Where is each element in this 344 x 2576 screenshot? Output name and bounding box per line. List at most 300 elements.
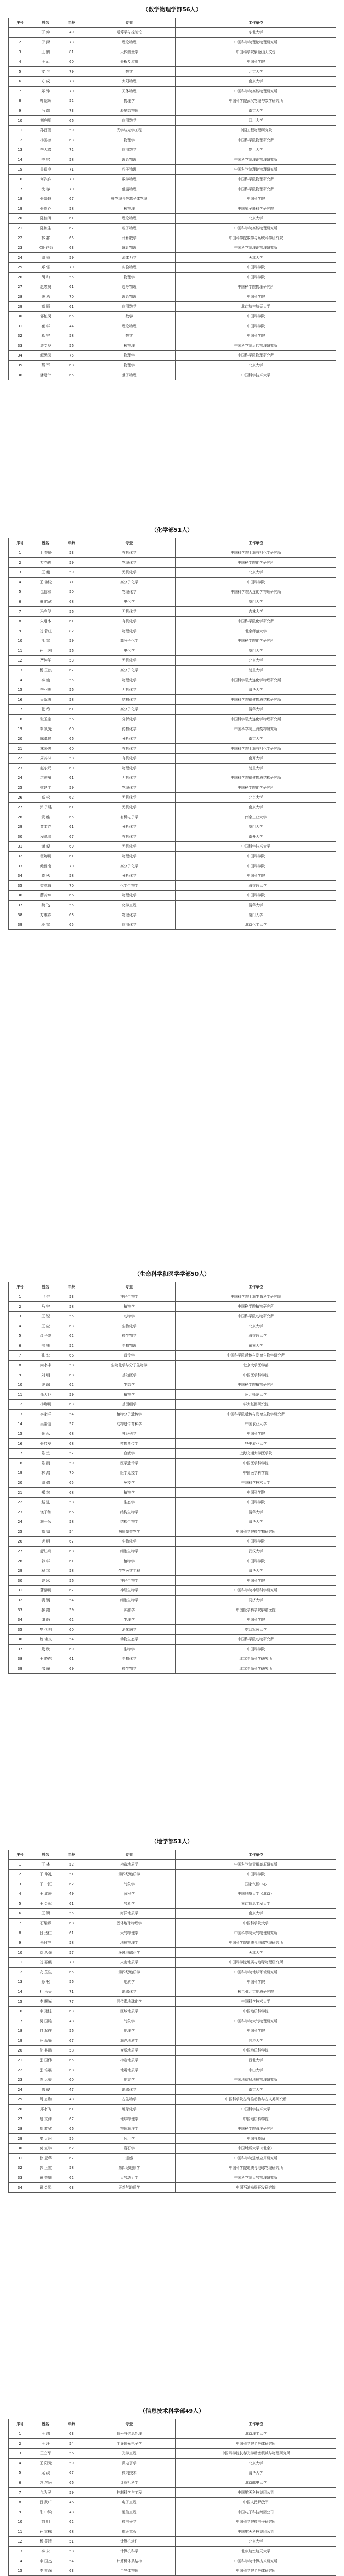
table-row (9, 106, 336, 116)
table-cell: 物理化学 (83, 852, 176, 861)
table-cell: 63 (60, 243, 83, 253)
table-cell: 中国科学技术大学 (176, 1478, 336, 1488)
table-cell: 54 (60, 1410, 83, 1419)
table-row (9, 1987, 336, 1997)
table-cell: 中国科学院 (176, 1576, 336, 1586)
table-cell: 南京大学 (176, 803, 336, 812)
table-cell: 生物学 (83, 1645, 176, 1654)
table-cell: 中国地质科学院 (176, 2007, 336, 2016)
table-cell: 李 灿 (31, 675, 60, 685)
table-row (9, 685, 336, 695)
table-cell: 第四军医大学 (176, 1625, 336, 1635)
table-cell: 陈 凯先 (31, 724, 60, 734)
table-cell: 18 (9, 2026, 31, 2036)
table-cell: 数学 (83, 67, 176, 77)
table-cell: 分析化学 (83, 715, 176, 724)
table-cell: 19 (9, 724, 31, 734)
table-cell: 量子物理 (83, 370, 176, 380)
table-cell: 南京大学 (176, 734, 336, 744)
table-cell: 61 (60, 1654, 83, 1664)
table-cell: 中国科学院化学研究所 (176, 558, 336, 568)
table-row (9, 812, 336, 822)
table-cell: 何 起祥 (31, 2026, 60, 2036)
table-cell: 34 (9, 871, 31, 881)
table-cell: 北京大学 (176, 568, 336, 578)
table-cell: 中国科学院动物研究所 (176, 1312, 336, 1321)
table-row (9, 2488, 336, 2498)
table-row (9, 695, 336, 705)
table-cell: 61 (60, 705, 83, 715)
table-cell: 56 (60, 715, 83, 724)
table-cell: 南开大学 (176, 754, 336, 764)
table-cell: 65 (60, 812, 83, 822)
table-row (9, 891, 336, 901)
table-cell: 唐 明 (31, 1537, 60, 1547)
table-cell: 6 (9, 77, 31, 87)
table-cell: 高 原 (31, 302, 60, 312)
table-row (9, 96, 336, 106)
table-cell: 20 (9, 1478, 31, 1488)
table-cell: 统计物理 (83, 243, 176, 253)
table-cell: 24 (9, 773, 31, 783)
table-cell: 结构化学 (83, 695, 176, 705)
table-cell: 中国科学院上海药物研究所 (176, 724, 336, 734)
table-row (9, 194, 336, 204)
table-cell: 58 (60, 871, 83, 881)
table-cell: 中国科学院化学研究所 (176, 617, 336, 626)
column-header: 工作单位 (176, 1850, 336, 1860)
table-cell: 中国科学院 (176, 1537, 336, 1547)
table-cell: 中国科学院 (176, 861, 336, 871)
table-cell: 生理学 (83, 1615, 176, 1625)
table-cell: 中国科学院近代物理研究所 (176, 341, 336, 351)
table-cell: 周 忠和 (31, 2095, 60, 2105)
table-cell: 中国科学院大连化学物理研究所 (176, 675, 336, 685)
table-cell: 51 (60, 2537, 83, 2547)
table-cell: 分析化学 (83, 871, 176, 881)
table-cell: 3 (9, 47, 31, 57)
table-cell: 11 (9, 646, 31, 656)
table-cell: 半导体物理 (83, 2566, 176, 2576)
table-cell: 61 (60, 282, 83, 292)
table-row (9, 2459, 336, 2468)
table-cell: 谢 毅 (31, 842, 60, 852)
table-cell: 王 成善 (31, 1889, 60, 1899)
table-cell: 5 (9, 1331, 31, 1341)
table-row (9, 253, 336, 263)
table-cell: 32 (9, 852, 31, 861)
table-cell: 中国科学院物理研究所 (176, 135, 336, 145)
table-row (9, 1361, 336, 1370)
table-cell: 病原微生物学 (83, 1527, 176, 1537)
table-cell: 56 (60, 2449, 83, 2459)
table-cell: 67 (60, 666, 83, 675)
table-cell: 56 (60, 341, 83, 351)
table-cell: 变质地质学 (83, 2046, 176, 2056)
table-cell: 71 (60, 578, 83, 587)
table-row (9, 2566, 336, 2576)
table-cell: 13 (9, 145, 31, 155)
table-cell: 中国科学院高能物理研究所 (176, 224, 336, 233)
table-row (9, 2498, 336, 2507)
table-cell: 81 (60, 47, 83, 57)
table-row (9, 321, 336, 331)
table-cell: 中国科学院地质与地球物理研究所 (176, 2163, 336, 2173)
table-cell: 清华大学 (176, 2468, 336, 2478)
table-cell: 神经科学 (83, 1429, 176, 1439)
table-cell: 58 (60, 2547, 83, 2556)
table-cell: 张 希 (31, 705, 60, 715)
table-cell: 王 会军 (31, 1899, 60, 1909)
table-row (9, 1537, 336, 1547)
table-cell: 郑永飞 (31, 2105, 60, 2114)
table-cell: 38 (9, 1654, 31, 1664)
table-cell: 气象学 (83, 2016, 176, 2026)
column-header: 专业 (83, 1282, 176, 1292)
table-row (9, 282, 336, 292)
table-cell: 地球化学 (83, 2105, 176, 2114)
table-cell: 丁 奎岭 (31, 548, 60, 558)
table-cell: 55 (60, 1909, 83, 1919)
table-cell: 中国人民解放军 (176, 2498, 336, 2507)
table-cell: 7 (9, 2488, 31, 2498)
table-cell: 15 (9, 2566, 31, 2576)
table-cell: 动物生态学 (83, 1635, 176, 1645)
table-cell: 18 (9, 1459, 31, 1468)
table-row (9, 1517, 336, 1527)
table-row (9, 1654, 336, 1664)
table-cell: 16 (9, 1439, 31, 1449)
table-cell: 34 (9, 1615, 31, 1625)
table-cell: 5 (9, 2468, 31, 2478)
table-cell: 4 (9, 2459, 31, 2468)
table-cell: 张宗燧 (31, 194, 60, 204)
column-header: 年龄 (60, 1850, 83, 1860)
table-cell: 36 (9, 891, 31, 901)
table-cell: 30 (9, 1576, 31, 1586)
table-row (9, 773, 336, 783)
table-cell: 68 (60, 1429, 83, 1439)
table-cell: 57 (60, 1419, 83, 1429)
table-row (9, 2173, 336, 2183)
table-cell: 吴岳良 (31, 165, 60, 175)
table-cell: 71 (60, 165, 83, 175)
table-cell: 63 (60, 2429, 83, 2439)
table-cell: 61 (60, 2105, 83, 2114)
table-cell: 秦 大河 (31, 2134, 60, 2144)
table-cell: 22 (9, 233, 31, 243)
table-cell: 13 (9, 2547, 31, 2556)
table-cell: 59 (60, 1605, 83, 1615)
table-cell: 周其林 (31, 754, 60, 764)
table-cell: 天体物理 (83, 87, 176, 96)
column-header: 年龄 (60, 18, 83, 28)
table-cell: 许 琛 (31, 1380, 60, 1390)
table-cell: 国家气候中心 (176, 1879, 336, 1889)
table-cell: 方 成 (31, 77, 60, 87)
table-cell: 地球化学 (83, 2085, 176, 2095)
table-cell: 数学物理 (83, 175, 176, 184)
table-cell: 1 (9, 2429, 31, 2439)
table-cell: 生物化学 (83, 1537, 176, 1547)
table-cell: 陈 竺 (31, 1449, 60, 1459)
table-cell: 北京大学 (176, 793, 336, 803)
table-cell: 方 滨兴 (31, 2478, 60, 2488)
table-cell: 中国科学院遗传与发育生物学研究所 (176, 1410, 336, 1419)
table-cell: 14 (9, 155, 31, 165)
table-cell: 气象学 (83, 1899, 176, 1909)
table-cell: 56 (60, 2026, 83, 2036)
table-cell: 赵 文津 (31, 2114, 60, 2124)
table-cell: 52 (60, 1860, 83, 1870)
table-cell: 12 (9, 2537, 31, 2547)
table-cell: 68 (60, 2527, 83, 2537)
table-cell: 72 (60, 145, 83, 155)
table-cell: 曾 冰 (31, 1576, 60, 1586)
table-row (9, 1664, 336, 1674)
table-cell: 厦门大学 (176, 822, 336, 832)
table-cell: 吴 国雄 (31, 2016, 60, 2026)
table-cell: 35 (9, 1625, 31, 1635)
table-cell: 65 (60, 2056, 83, 2065)
table-cell: 地理学 (83, 2026, 176, 2036)
table-cell: 核物理 (83, 204, 176, 214)
table-cell: 62 (60, 1615, 83, 1625)
table-cell: 控制科学与工程 (83, 2488, 176, 2498)
table-cell: 22 (9, 754, 31, 764)
table-row (9, 2056, 336, 2065)
table-cell: 姚建年 (31, 783, 60, 793)
table-cell: 26 (9, 2105, 31, 2114)
table-cell: 韩 华 (31, 1556, 60, 1566)
table-cell: 中国科学院物理研究所 (176, 351, 336, 361)
table-cell: 滕 秋 (31, 871, 60, 881)
table-cell: 67 (60, 2036, 83, 2046)
table-cell: 2 (9, 2439, 31, 2449)
table-cell: 22 (9, 2065, 31, 2075)
table-cell: 尤 政 (31, 2468, 60, 2478)
table-cell: 厦门大学 (176, 597, 336, 607)
table-cell: 徐 冠华 (31, 2154, 60, 2163)
table-cell: 复旦大学 (176, 764, 336, 773)
table-cell: 核工业北京地质研究院 (176, 1987, 336, 1997)
table-cell: 王 鼎 (31, 47, 60, 57)
table-cell: 叶朝辉 (31, 96, 60, 106)
table-cell: 陈 润 (31, 1459, 60, 1468)
table-cell: 24 (9, 253, 31, 263)
table-cell: 21 (9, 1488, 31, 1498)
table-cell: 27 (9, 1547, 31, 1556)
member-table (8, 18, 336, 380)
table-cell: 14 (9, 1987, 31, 1997)
table-row (9, 135, 336, 145)
table-cell: 太阳物理 (83, 77, 176, 87)
table-cell: 陈和生 (31, 224, 60, 233)
table-cell: 73 (60, 106, 83, 116)
table-cell: 物理学 (83, 361, 176, 370)
table-cell: 岩石学 (83, 2144, 176, 2154)
table-row (9, 822, 336, 832)
table-cell: 清华大学 (176, 1517, 336, 1527)
table-cell: 39 (9, 920, 31, 930)
table-cell: 10 (9, 636, 31, 646)
table-cell: 58 (60, 2046, 83, 2056)
table-cell: 63 (60, 1321, 83, 1331)
table-cell: 鲍哲南 (31, 861, 60, 871)
table-cell: 电化学 (83, 646, 176, 656)
table-cell: 2 (9, 1302, 31, 1312)
table-cell: 17 (9, 1449, 31, 1459)
table-cell: 21 (9, 224, 31, 233)
table-cell: 77 (60, 1997, 83, 2007)
table-row (9, 793, 336, 803)
table-cell: 陈佳洱 (31, 214, 60, 224)
table-cell: 28 (9, 812, 31, 822)
table-cell: 59 (60, 253, 83, 263)
table-cell: 68 (60, 597, 83, 607)
column-header: 姓名 (31, 18, 60, 28)
table-cell: 医学遗传学 (83, 1459, 176, 1468)
table-row (9, 1321, 336, 1331)
table-cell: 物理学 (83, 273, 176, 282)
table-cell: 35 (9, 881, 31, 891)
table-cell: 29 (9, 302, 31, 312)
table-cell: 70 (60, 861, 83, 871)
table-cell: 丁 仲礼 (31, 1870, 60, 1879)
table-cell: 林 鸿 (31, 1468, 60, 1478)
table-cell: 65 (60, 1968, 83, 1977)
table-cell: 13 (9, 666, 31, 675)
table-cell: 化学生物学 (83, 881, 176, 891)
table-cell: 复旦大学 (176, 666, 336, 675)
table-cell: 尚永丰 (31, 1361, 60, 1370)
column-header: 专业 (83, 538, 176, 548)
table-row (9, 126, 336, 135)
table-row (9, 2556, 336, 2566)
table-row (9, 842, 336, 852)
table-cell: 中国科学院大连化学物理研究所 (176, 587, 336, 597)
table-cell: 通信工程 (83, 2507, 176, 2517)
table-cell: 血液学 (83, 1449, 176, 1459)
table-cell: 沈 其韩 (31, 2046, 60, 2056)
table-row (9, 1439, 336, 1449)
table-row (9, 2527, 336, 2537)
table-cell: 区域地质学 (83, 2007, 176, 2016)
table-cell: 有机化学 (83, 832, 176, 842)
table-cell: 7 (9, 607, 31, 617)
table-cell: 中国科学院 (176, 312, 336, 321)
table-cell: 中国科学院 (176, 292, 336, 302)
table-cell: 邵 峰 (31, 1664, 60, 1674)
table-cell: 59 (60, 1459, 83, 1468)
table-cell: 23 (9, 1507, 31, 1517)
table-row (9, 184, 336, 194)
table-cell: 中国科学院化学研究所 (176, 783, 336, 793)
table-cell: 8 (9, 2498, 31, 2507)
table-cell: 36 (9, 370, 31, 380)
table-cell: 吕 达仁 (31, 1928, 60, 1938)
table-cell: 西北大学 (176, 2056, 336, 2065)
table-cell: 24 (9, 1517, 31, 1527)
table-cell: 周 恒 (31, 253, 60, 263)
table-cell: 中国科学院 (176, 321, 336, 331)
table-cell: 北京航空航天大学 (176, 302, 336, 312)
table-cell: 3 (9, 1879, 31, 1889)
table-row (9, 1635, 336, 1645)
table-cell: 孙 世刚 (31, 646, 60, 656)
table-cell: 中国科学技术大学 (176, 2105, 336, 2114)
table-cell: 中国科学院高能物理研究所 (176, 87, 336, 96)
table-cell: 沉积学 (83, 1889, 176, 1899)
table-cell: 解思深 (31, 351, 60, 361)
table-cell: 中国科学院大连化学物理研究所 (176, 715, 336, 724)
table-cell: 郑 杰 (31, 1488, 60, 1498)
table-cell: 胡 和 (31, 273, 60, 282)
table-cell: 分析化学 (83, 734, 176, 744)
table-cell: 地球化学 (83, 1987, 176, 1997)
table-cell: 核物理 (83, 341, 176, 351)
table-cell: 高分子化学 (83, 578, 176, 587)
table-cell: 孙 枢 (31, 1977, 60, 1987)
table-cell: 高分子化学 (83, 705, 176, 715)
table-cell: 37 (9, 1645, 31, 1654)
table-cell: 神经生物学 (83, 1576, 176, 1586)
table-cell: 27 (9, 803, 31, 812)
table-cell: 中国科学院 (176, 263, 336, 273)
column-header: 姓名 (31, 2419, 60, 2429)
section-title: （信息技术科学部49人） (139, 2408, 205, 2414)
table-cell: 66 (60, 116, 83, 126)
table-row (9, 646, 336, 656)
member-table (8, 2419, 336, 2576)
table-row (9, 87, 336, 96)
table-cell: 61 (60, 773, 83, 783)
table-cell: 田 昭武 (31, 597, 60, 607)
table-cell: 28 (9, 292, 31, 302)
section-5 (8, 2403, 336, 2576)
table-cell: 61 (60, 822, 83, 832)
table-cell: 中国科学院长春光学精密机械与物理研究所 (176, 2449, 336, 2459)
table-cell: 吴新涛 (31, 695, 60, 705)
table-cell: 7 (9, 87, 31, 96)
table-row (9, 744, 336, 754)
table-cell: 75 (60, 351, 83, 361)
table-cell: 26 (9, 1537, 31, 1547)
table-cell: 53 (60, 1292, 83, 1302)
table-cell: 中国科学院物理研究所 (176, 184, 336, 194)
section-1 (8, 2, 336, 380)
table-cell: 33 (9, 2173, 31, 2183)
table-cell: 中国地质科学院 (176, 2046, 336, 2056)
section-title: （数学物理学部56人） (142, 6, 202, 13)
table-cell: 7 (9, 1351, 31, 1361)
table-cell: 构造地质学 (83, 2056, 176, 2065)
table-cell: 中国电子科技集团公司 (176, 2507, 336, 2517)
table-cell: 张 永 (31, 1429, 60, 1439)
table-cell: 4 (9, 57, 31, 67)
table-cell: 黄本立 (31, 822, 60, 832)
table-cell: 8 (9, 1928, 31, 1938)
table-cell: 19 (9, 1468, 31, 1478)
table-cell: 66 (60, 734, 83, 744)
table-cell: 70 (60, 881, 83, 891)
column-header: 工作单位 (176, 1282, 336, 1292)
member-table (8, 1282, 336, 1674)
table-cell: 郭柏灵 (31, 312, 60, 321)
table-cell: 61 (60, 214, 83, 224)
table-row (9, 1312, 336, 1321)
table-row (9, 578, 336, 587)
